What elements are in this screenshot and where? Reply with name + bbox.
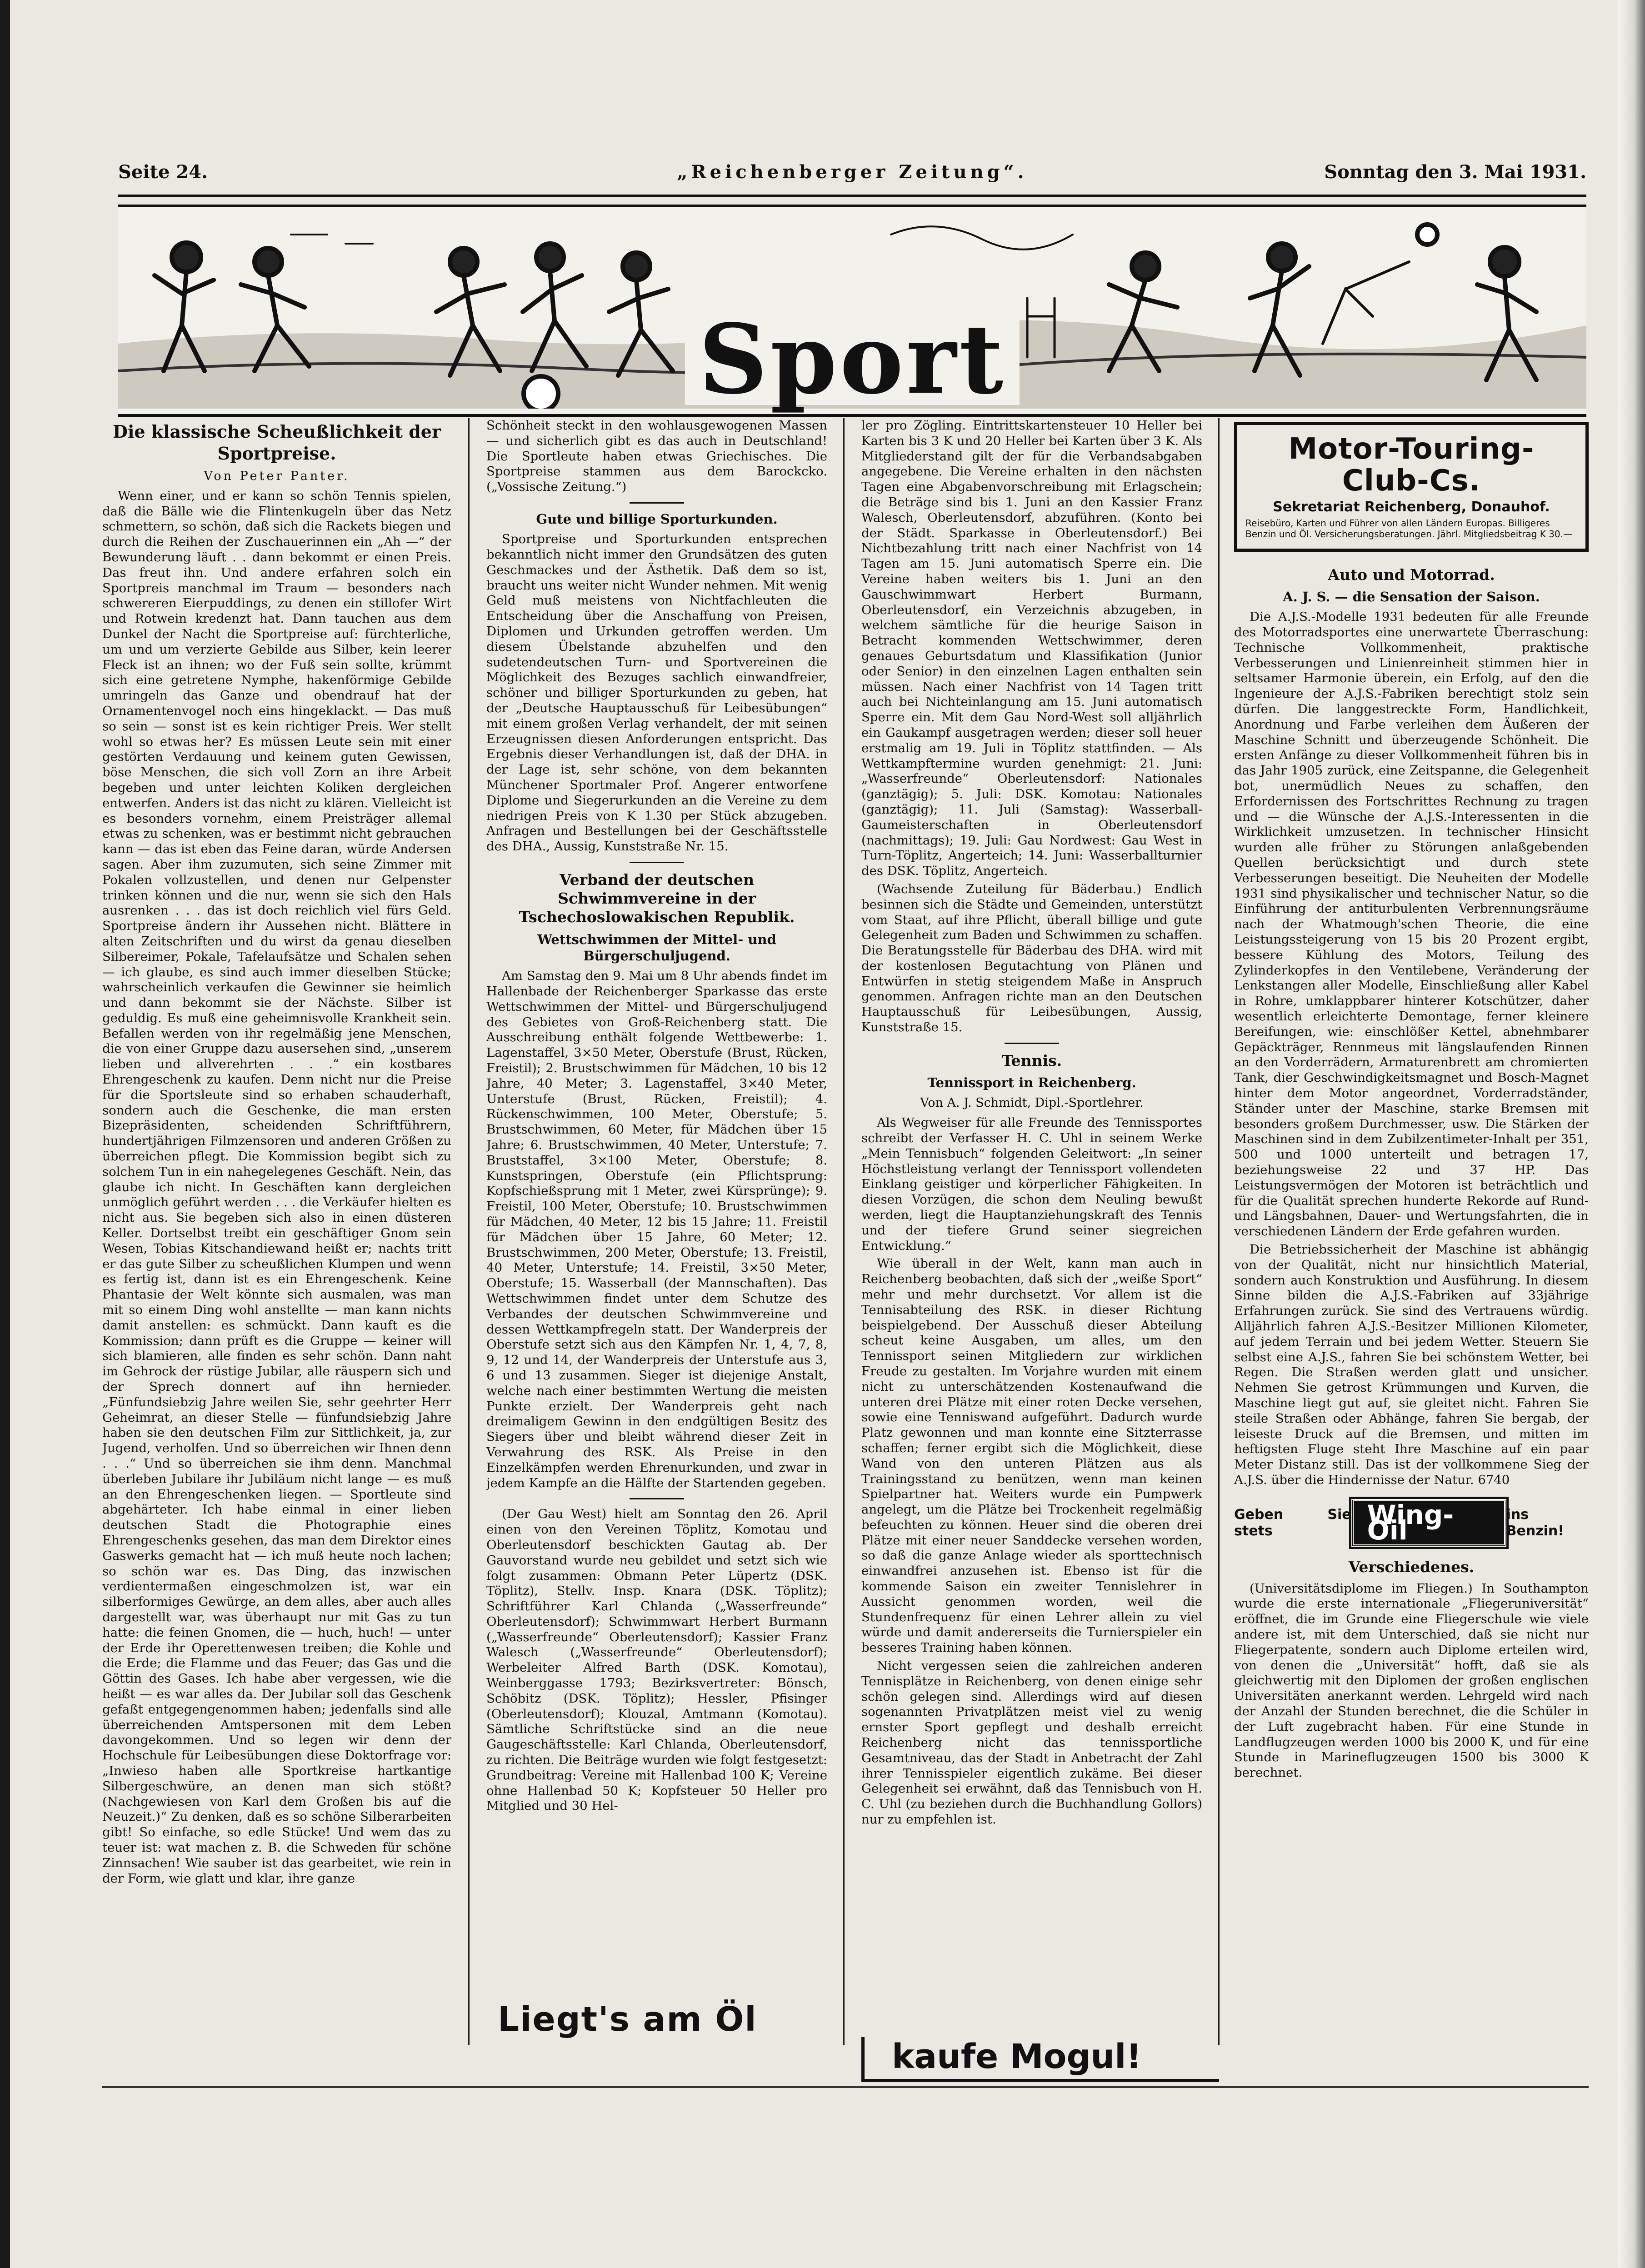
header-rule: [118, 195, 1586, 197]
section-title-tennis: Tennis.: [1001, 1051, 1062, 1069]
ad-wing-left-text: Geben Sie stets: [1234, 1506, 1351, 1539]
article-body-gau-west: (Der Gau West) hielt am Sonntag den 26. April einen von den Vereinen Töplitz, Komotau und Oberleutensdorf beschickten Gautag ab. Der Gauvorstand wurde neu gebildet und setzt sich wie folgt zusammen: Obmann Peter Lüpertz (DSK. Töplitz), Stellv. Insp. Knara (DSK. Töplitz); Schriftführer Karl Chlanda („Wasserfreunde“ Oberleutensdorf); Schwimmwart Herbert Burmann („Wasserfreunde“ Oberleutensdorf); Kassier Franz Walesch („Wasserfreunde“ Oberleutensdorf); Werbeleiter Alfred Barth (DSK. Komotau), Weinberggasse 1793; Bezirksvertreter: Bönsch, Schöbitz (DSK. Töplitz); Hessler, Pfisinger (Oberleutensdorf); Klouzal, Amtmann (Komotau). Sämtliche Schriftstücke sind an die neue Gaugeschäftsstelle: Karl Chlanda, Oberleutensdorf, zu richten. Die Beiträge wurden wie folgt festgesetzt: Grundbeitrag: Vereine mit Hallenbad 100 K; Vereine ohne Hallenbad 50 K; Kopfsteuer 50 Heller pro Mitglied und 30 Hel-: [486, 1507, 827, 1813]
separator: [630, 1498, 684, 1499]
article-body-gau-west-continued: ler pro Zögling. Eintrittskartensteuer 10 Heller bei Karten bis 3 K und 20 Heller bei Karten über 3 K. Als Mitgliederstand gilt der für die Verbandsabgaben angegebene. Die Vereine erhalten in den nächsten Tagen eine Abgabenvorschreibung mit Erlagschein; die Beträge sind bis 1. Juni an den Kassier Franz Walesch, Oberleutensdorf, abzuführen. (Konto bei der Städt. Sparkasse in Oberleutensdorf.) Bei Nichtbezahlung tritt nach einer Nachfrist von 14 Tagen am 15. Juni automatisch Sperre ein. Die Vereine haben weiters bis 1. Juni an den Gauschwimmwart Herbert Burmann, Oberleutensdorf, ein Verzeichnis abzugeben, in welchem sämtliche für die heurige Saison in Betracht kommenden Wettschwimmer, deren genaues Geburtsdatum und Klassifikation (Junior oder Senior) in den einzelnen Lagen enthalten sein müssen. Nach einer Nachfrist von 14 Tagen tritt auch bei Nichteinlangung am 15. Juni automatisch Sperre ein. Mit dem Gau Nord-West soll alljährlich ein Gaukampf ausgetragen werden; dieser soll heuer erstmalig am 19. Juli in Töplitz stattfinden. — Als Wettkampftermine wurden genehmigt: 21. Juni: „Wasserfreunde“ Oberleutensdorf: Nationales (ganztägig); 5. Juli: DSK. Komotau: Nationales (ganztägig); 11. Juli (Samstag): Wasserball-Gaumeisterschaften in Oberleutensdorf (nachmittags); 19. Juli: Gau Nordwest: Gau West in Turn-Töplitz, Angerteich; 14. Juni: Wasserballturnier des DSK. Töplitz, Angerteich.: [861, 418, 1202, 879]
page-number: Seite 24.: [118, 161, 208, 183]
ad-motor-title: Motor-Touring-Club-Cs.: [1288, 432, 1535, 498]
column-4: [1234, 418, 1589, 2041]
article-body-fliegen: (Universitätsdiplome im Fliegen.) In Southampton wurde die erste internationale „Fliegeruniversität“ eröffnet, die im Grunde eine Fliegerschule wie viele andere ist, mit dem Unterschied, daß sie nicht nur Fliegerpatente, sondern auch Diplome erteilen wird, von denen die „Universität“ hofft, daß sie als gleichwertig mit den Diplomen der großen englischen Universitäten anerkannt werden. Lehrgeld wird nach der Anzahl der Stunden berechnet, die die Schüler in der Luft zugebracht haben. Für eine Stunde in Landflugzeugen werden 1000 bis 2000 K, und für eine Stunde in Marineflugzeugen 1500 bis 3000 K berechnet.: [1234, 1581, 1589, 1780]
ad-mogul-line-2: kaufe Mogul!: [861, 2037, 1219, 2082]
ad-wing-oil: [1234, 1499, 1589, 1547]
section-title-verschiedenes: Verschiedenes.: [1348, 1558, 1475, 1576]
scan-left-edge: [0, 0, 10, 2268]
page-header: [118, 161, 1586, 193]
separator: [1005, 1043, 1059, 1044]
sport-title: Sport: [685, 314, 1020, 405]
column-rule-1: [468, 418, 470, 2045]
newspaper-name: „Reichenberger Zeitung“.: [677, 161, 1028, 183]
article-body-tennis-3: Nicht vergessen seien die zahlreichen anderen Tennisplätze in Reichenberg, von denen einige sehr schön gelegen sind. Allerdings wird auf diesen sogenannten Privatplätzen meist viel zu wenig ernster Sport gepflegt und deshalb erreicht Reichenberg nicht das tennissportliche Gesamtniveau, das der Stadt in Anbetracht der Zahl ihrer Tennisspieler eigentlich zukäme. Bei dieser Gelegenheit sei erwähnt, daß das Tennisbuch von H. C. Uhl (zu beziehen durch die Buchhandlung Gollors) nur zu empfehlen ist.: [861, 1659, 1202, 1827]
column-rule-3: [1218, 418, 1220, 2045]
ad-motor-subtitle: Sekretariat Reichenberg, Donauhof.: [1273, 499, 1550, 515]
article-body-sportpreise: Wenn einer, und er kann so schön Tennis spielen, daß die Bälle wie die Flintenkugeln über das Netz schmettern, so schön, daß sich die Rackets biegen und durch die Reihen der Zuschauerinnen ein „Ah —“ der Bewunderung läuft . . dann bekommt er einen Preis. Das freut ihn. Und andere erfahren solch ein Sportpreis manchmal im Traum — besonders nach schwereren Eierpuddings, zu denen ein stillofer Wirt und Rotwein kredenzt hat. Dann tauchen aus dem Dunkel der Nacht die Sportpreise auf: fürchterliche, um und um verzierte Gebilde aus Silber, kein leerer Fleck ist an ihnen; wo der Fuß sein sollte, krümmt sich eine getretene Nymphe, hakenförmige Gebilde umringeln das Ganze und obendrauf hat der Ornamentenvogel noch eins hingeklackt. — Das muß so sein — sonst ist es kein richtiger Preis. Wer stellt wohl so etwas her? Es müssen Leute sein mit einer gestörten Verdauung und keinem guten Gewissen, böse Menschen, die sich voll Zorn an ihre Arbeit begeben und unter leichten Koliken dergleichen entwerfen. Anders ist das nicht zu klären. Vielleicht ist es besonders vornehm, einem Preisträger allemal etwas zu schenken, was er bestimmt nicht gebrauchen kann — das ist eben das Feine daran, würde Andersen sagen. Aber ihm zuzumuten, sich seine Zimmer mit Pokalen vollzustellen, und denen nur Gelpenster trinken können und die nur, wenn sie sich den Hals ausrenken . . . das ist doch reichlich viel fürs Geld. Sportpreise ändern ihr Aussehen nicht. Blättere in alten Zeitschriften und du wirst da genau dieselben Silbereimer, Pokale, Tafelaufsätze und Schalen sehen — ich glaube, es sind auch immer dieselben Stücke; wahrscheinlich verkaufen die Gewinner sie heimlich und dann bekommt sie der Nächste. Silber ist geduldig. Es muß eine geheimnisvolle Krankheit sein. Befallen werden von ihr regelmäßig jene Menschen, die von einer Gruppe dazu ausersehen sind, „unserem lieben und allverehrten . . .“ ein kostbares Ehrengeschenk zu kaufen. Denn nicht nur die Preise für die Sportsleute sind so erhaben schauderhaft, sondern auch die Geschenke, die man ersten Bizepräsidenten, scheidenden Schriftführern, hundertjährigen Filmzensoren und anderen Größen zu überreichen pflegt. Die Kommission begibt sich zu solchem Tun in ein nahegelegenes Geschäft. Nein, das glaube ich nicht. In Geschäften kann dergleichen unmöglich geführt werden . . . die Verkäufer hielten es nicht aus. Sie begeben sich also in einen düsteren Keller. Dortselbst treibt ein geschäftiger Gnom sein Wesen, Tobias Kitschandiewand heißt er; nachts tritt er das gute Silber zu scheußlichen Klumpen und wenn es fertig ist, dann ist es ein Ehrengeschenk. Keine Phantasie der Welt könnte sich ausmalen, was man mit so einem Ding wohl anstellte — man kann nichts damit anstellen: es schmückt. Dann kauft es die Kommission; dann prüft es die Gruppe — keiner will sich blamieren, alle finden es sehr schön. Dann naht im Gehrock der rüstige Jubilar, alle räuspern sich und der Sprech donnert auf ihn hernieder. „Fünfundsiebzig Jahre weilen Sie, sehr geehrter Herr Geheimrat, an dieser Stelle — fünfundsiebzig Jahre haben sie den deutschen Film zur Sittlichkeit, ja, zur Jugend, verholfen. Und so überreichen wir Ihnen denn . . .“ Und so überreichen sie ihm denn. Manchmal überleben Jubilare ihr Jubiläum nicht lange — es muß an den Ehrengeschenken liegen. — Sportleute sind abgehärteter. Ich habe einmal in einer lieben deutschen Stadt die Photographie eines Ehrengeschenks gesehen, das man dem Direktor eines Gaswerks gemacht hat — ich muß heute noch lachen; so schön war es. Das Ding, das inzwischen verdientermaßen eingeschmolzen ist, war ein silberformiges Gewürge, an dem alles, aber auch alles dargestellt war, was überhaupt nur mit Gas zu tun hatte: die feinen Gnomen, die — huch, huch! — unter der Erde ihr Operettenwesen treiben; die Kohle und die Erde; die Flamme und das Feuer; das Gas und die Göttin des Gases. Ich habe aber vergessen, wie die heißt — es war alles da. Der Jubilar soll das Geschenk gefaßt entgegengenommen haben; jedenfalls sind alle überreichenden Amtspersonen mit dem Leben davongekommen. Und so legen wir denn der Hochschule für Leibesübungen diese Doktorfrage vor: „Inwieso haben alle Sportkreise hartkantige Silbergeschwüre, an denen man sich stößt? (Nachgewiesen von Karl dem Großen bis auf die Neuzeit.)“ Zu denken, daß es so schöne Silberarbeiten gibt! So einfache, so edle Stücke! Und wem das zu teuer ist: wat machen z. B. die Schweden für schöne Zinnsachen! Wie sauber ist das gearbeitet, wie rein in der Form, wie glatt und klar, ihre ganze: [102, 488, 451, 1886]
article-title-ajs: A. J. S. — die Sensation der Saison.: [1283, 589, 1540, 605]
ad-motor-text: Reisebüro, Karten und Führer von allen Ländern Europas. Billigeres Benzin und Öl. Versicherungsberatungen. Jährl. Mitgliedsbeitrag K 30.—: [1245, 517, 1572, 540]
issue-date: Sonntag den 3. Mai 1931.: [1324, 161, 1586, 183]
ad-motor-touring-club: [1234, 422, 1589, 552]
article-body-sporturkunden: Sportpreise und Sporturkunden entsprechen bekanntlich nicht immer den Grundsätzen des guten Geschmackes und der Ästhetik. Daß dem so ist, braucht uns weiter nicht Wunder nehmen. Mit wenig Geld muß meistens von Nichtfachleuten die Entscheidung über die Anschaffung von Preisen, Diplomen und Urkunden getroffen werden. Um diesem Übelstande abzuhelfen und den sudetendeutschen Turn- und Sportvereinen die Möglichkeit des Bezuges sachlich einwandfreier, schöner und billiger Sporturkunden zu geben, hat der „Deutsche Hauptausschuß für Leibesübungen“ mit einem großen Verlag verhandelt, der mit seinen Erzeugnissen diesen Anforderungen entspricht. Das Ergebnis dieser Verhandlungen ist, daß der DHA. in der Lage ist, sehr schöne, von dem bekannten Münchener Sportmaler Prof. Angerer entworfene Diplome und Siegerurkunden an die Vereine zu dem niedrigen Preis von K 1.30 per Stück abzugeben. Anfragen und Bestellungen bei der Geschäftsstelle des DHA., Aussig, Kunststraße Nr. 15.: [486, 532, 827, 854]
article-body-tennis-2: Wie überall in der Welt, kann man auch in Reichenberg beobachten, daß sich der „weiße Sport“ mehr und mehr durchsetzt. Vor allem ist die Tennisabteilung des RSK. in dieser Richtung beispielgebend. Der Ausschuß dieser Abteilung scheut keine Ausgaben, um alles, um den Tennissport seinen Mitgliedern zur wirklichen Freude zu gestalten. Im Vorjahre wurden mit einem nicht zu unterschätzenden Kostenaufwand die unteren drei Plätze mit einer roten Decke versehen, sowie eine Tenniswand aufgeführt. Dadurch wurde Platz gewonnen und man konnte eine Sitzterrasse schaffen; ferner ergibt sich die Möglichkeit, diese Wand von den unteren Plätzen aus als Trainingsstand zu benützen, wenn man keinen Spielpartner hat. Weiters wurde ein Pumpwerk angelegt, um die Plätze bei Trockenheit regelmäßig befeuchten zu können. Heuer sind die oberen drei Plätze mit einer neuer Sanddecke versehen worden, so daß die ganze Anlage wieder als sporttechnisch einwandfrei anzusehen ist. Ebenso ist für die kommende Saison ein zweiter Tennislehrer in Aussicht genommen worden, weil die Stundenfrequenz für einen Lehrer allein zu viel würde und damit andererseits die Turnierspieler ein besseres Training haben können.: [861, 1256, 1202, 1655]
column-rule-2: [843, 418, 845, 2045]
ad-wing-brand: Wing-Oil: [1351, 1499, 1506, 1547]
article-body-wettschwimmen: Am Samstag den 9. Mai um 8 Uhr abends findet im Hallenbade der Reichenberger Sparkasse das erste Wettschwimmen der Mittel- und Bürgerschuljugend des Gebietes von Groß-Reichenberg statt. Die Ausschreibung enthält folgende Wettbewerbe: 1. Lagenstaffel, 3×50 Meter, Oberstufe (Brust, Rücken, Freistil); 2. Brustschwimmen für Mädchen, 10 bis 12 Jahre, 40 Meter; 3. Lagenstaffel, 3×40 Meter, Unterstufe (Brust, Rücken, Freistil); 4. Rückenschwimmen, 100 Meter, Oberstufe; 5. Brustschwimmen, 60 Meter, für Mädchen über 15 Jahre; 6. Brustschwimmen, 40 Meter, Unterstufe; 7. Bruststaffel, 3×100 Meter, Oberstufe; 8. Kunstspringen, Oberstufe (ein Pflichtsprung: Kopfschießsprung mit 1 Meter, zwei Kürsprünge); 9. Freistil, 100 Meter, Oberstufe; 10. Brustschwimmen für Mädchen, 40 Meter, 12 bis 15 Jahre; 11. Freistil für Mädchen über 15 Jahre, 60 Meter; 12. Brustschwimmen, 200 Meter, Oberstufe; 13. Freistil, 40 Meter, Unterstufe; 14. Freistil, 3×50 Meter, Oberstufe; 15. Wasserball (der Mannschaften). Das Wettschwimmen findet unter dem Schutze des Verbandes der deutschen Schwimmvereine und dessen Wettkampfregeln statt. Der Wanderpreis der Oberstufe setzt sich aus den Kämpfen Nr. 1, 4, 7, 8, 9, 12 und 14, der Wanderpreis der Unterstufe aus 3, 6 und 13 zusammen. Sieger ist diejenige Anstalt, welche nach einer bestimmten Wertung die meisten Punkte erzielt. Der Wanderpreis geht nach dreimaligem Gewinn in den endgültigen Besitz des Siegers über und bleibt während dieser Zeit in Verwahrung des RSK. Als Preise in den Einzelkämpfen werden Ehrenurkunden, und zwar in jedem Kampfe an die Hälfte der Startenden gegeben.: [486, 969, 827, 1490]
article-title-tennissport: Tennissport in Reichenberg.: [927, 1075, 1136, 1091]
separator: [630, 862, 684, 863]
ad-mogul-line-1: Liegt's am Öl: [498, 2000, 757, 2039]
article-body-baederbau: (Wachsende Zuteilung für Bäderbau.) Endlich besinnen sich die Städte und Gemeinden, unterstützt vom Staat, auf ihre Pflicht, überall billige und gute Gelegenheit zum Baden und Schwimmen zu schaffen. Die Beratungsstelle für Bäderbau des DHA. wird mit der kostenlosen Begutachtung von Plänen und Entwürfen in stetig steigendem Maße in Anspruch genommen. Anfragen richte man an den Deutschen Hauptausschuß für Leibesübungen, Aussig, Kunststraße 15.: [861, 881, 1202, 1035]
article-byline-schmidt: Von A. J. Schmidt, Dipl.-Sportlehrer.: [920, 1096, 1144, 1110]
section-title-auto: Auto und Motorrad.: [1328, 565, 1495, 584]
article-body-tennis-1: Als Wegweiser für alle Freunde des Tennissportes schreibt der Verfasser H. C. Uhl in seinem Werke „Mein Tennisbuch“ folgenden Geleitwort: „In seiner Höchstleistung verlangt der Tennissport vollendeten Einklang geistiger und körperlicher Fähigkeiten. In diesen Vorzügen, die schon dem Neuling bewußt werden, liegt die Hauptanziehungskraft des Tennis und der tiefere Grund seiner siegreichen Entwicklung.“: [861, 1115, 1202, 1253]
article-body-continued: Schönheit steckt in den wohlausgewogenen Massen — und sicherlich gibt es das auch in Deutschland! Die Sportleute haben etwas Griechisches. Die Sportpreise stammen aus dem Barockcko. („Vossische Zeitung.“): [486, 418, 827, 495]
column-2: [486, 418, 827, 2041]
article-title-schwimmverband: Verband der deutschen Schwimmvereine in der Tschechoslowakischen Republik.: [519, 870, 795, 926]
article-subtitle-wettschwimmen: Wettschwimmen der Mittel- und Bürgerschuljugend.: [537, 931, 776, 964]
column-1: [102, 418, 451, 2041]
column-3: [861, 418, 1202, 2041]
sport-banner: [118, 205, 1586, 417]
article-title-sportpreise: Die klassische Scheußlichkeit der Sportpreise.: [113, 421, 441, 464]
scan-right-edge: [1618, 0, 1645, 2268]
article-body-ajs-2: Die Betriebssicherheit der Maschine ist abhängig von der Qualität, nicht nur hinsichtlich Material, sondern auch Konstruktion und Ausführung. In diesem Sinne bilden die A.J.S.-Fabriken auf 33jährige Erfahrungen zurück. Sie sind des Vertrauens würdig. Alljährlich fahren A.J.S.-Besitzer Millionen Kilometer, auf jedem Terrain und bei jedem Wetter. Steuern Sie selbst eine A.J.S., fahren Sie bei schönstem Wetter, bei Regen. Die Straßen werden glatt und unsicher. Nehmen Sie getrost Krümmungen und Kurven, die Maschine liegt gut auf, sie gleitet nicht. Fahren Sie steile Straßen oder Abhänge, fahren Sie bergab, der leiseste Druck auf die Bremsen, und mitten im heftigsten Fluge steht Ihre Maschine auf ein paar Meter Distanz still. Das ist der vollkommene Sieg der A.J.S. über die Hindernisse der Natur. 6740: [1234, 1242, 1589, 1487]
ad-mogul-oil: [489, 2000, 1200, 2086]
bottom-rule: [102, 2086, 1589, 2088]
separator: [630, 502, 684, 504]
article-body-ajs-1: Die A.J.S.-Modelle 1931 bedeuten für alle Freunde des Motorradsportes eine unerwartete Überraschung: Technische Vollkommenheit, praktische Verbesserungen und Linienreinheit stimmen hier in seltsamer Harmonie überein, ein Erfolg, auf den die Ingenieure der A.J.S.-Fabriken berechtigt stolz sein dürfen. Die langgestreckte Form, Handlichkeit, Anordnung und Farbe verleihen dem Äußeren der Maschine Schnitt und überzeugende Schönheit. Die ersten Anfänge zu dieser Vollkommenheit führen bis in das Jahr 1905 zurück, eine Zeitspanne, die Gelegenheit bot, unermüdlich Neues zu schaffen, den Erfordernissen des Fortschrittes Rechnung zu tragen und — die Wünsche der A.J.S.-Interessenten in die Wirklichkeit umzusetzen. In technischer Hinsicht wurden alle früher zu Störungen anlaßgebenden Quellen berücksichtigt und durch stete Verbesserungen beseitigt. Die Neuheiten der Modelle 1931 sind physikalischer und technischer Natur, so die Einführung der antiturbulenten Verbrennungsräume nach der Whatmough'schen Theorie, die eine Leistungssteigerung von 15 bis 20 Prozent ergibt, bessere Kühlung des Motors, Teilung des Zylinderkopfes in den Ventilebene, Veränderung der Lenkstangen aller Modelle, Einschließung aller Kabel in Rohre, umklappbarer hinterer Kotschützer, daher wesentlich erleichterte Demontage, ferner kleinere Bereifungen, wie: einschlößer Kettel, abnehmbarer Gepäckträger, Rennmeus mit längslaufenden Rinnen an den Vorderrädern, Armaturenbrett am chromierten Tank, dier Geschwindigkeitsmagnet und Bosch-Magnet hinter dem Motor angeordnet, Vorderradständer, Ständer unter der Maschine, starke Bremsen mit besonders großem Durchmesser, usw. Die Stärken der Maschinen sind in dem Zubilzentimeter-Inhalt per 351, 500 und 1000 unterteilt und betragen 17, beziehungsweise 22 und 37 HP. Das Leistungsvermögen der Motoren ist beträchtlich und für die Qualität sprechen hunderte Rekorde auf Rund- und Längsbahnen, Dauer- und Wertungsfahrten, die in verschiedenen Ländern der Erde gefahren wurden.: [1234, 609, 1589, 1239]
article-byline-panter: Von Peter Panter.: [204, 469, 350, 483]
article-title-sporturkunden: Gute und billige Sporturkunden.: [536, 511, 778, 527]
ad-wing-right-text: ins Benzin!: [1506, 1506, 1564, 1539]
